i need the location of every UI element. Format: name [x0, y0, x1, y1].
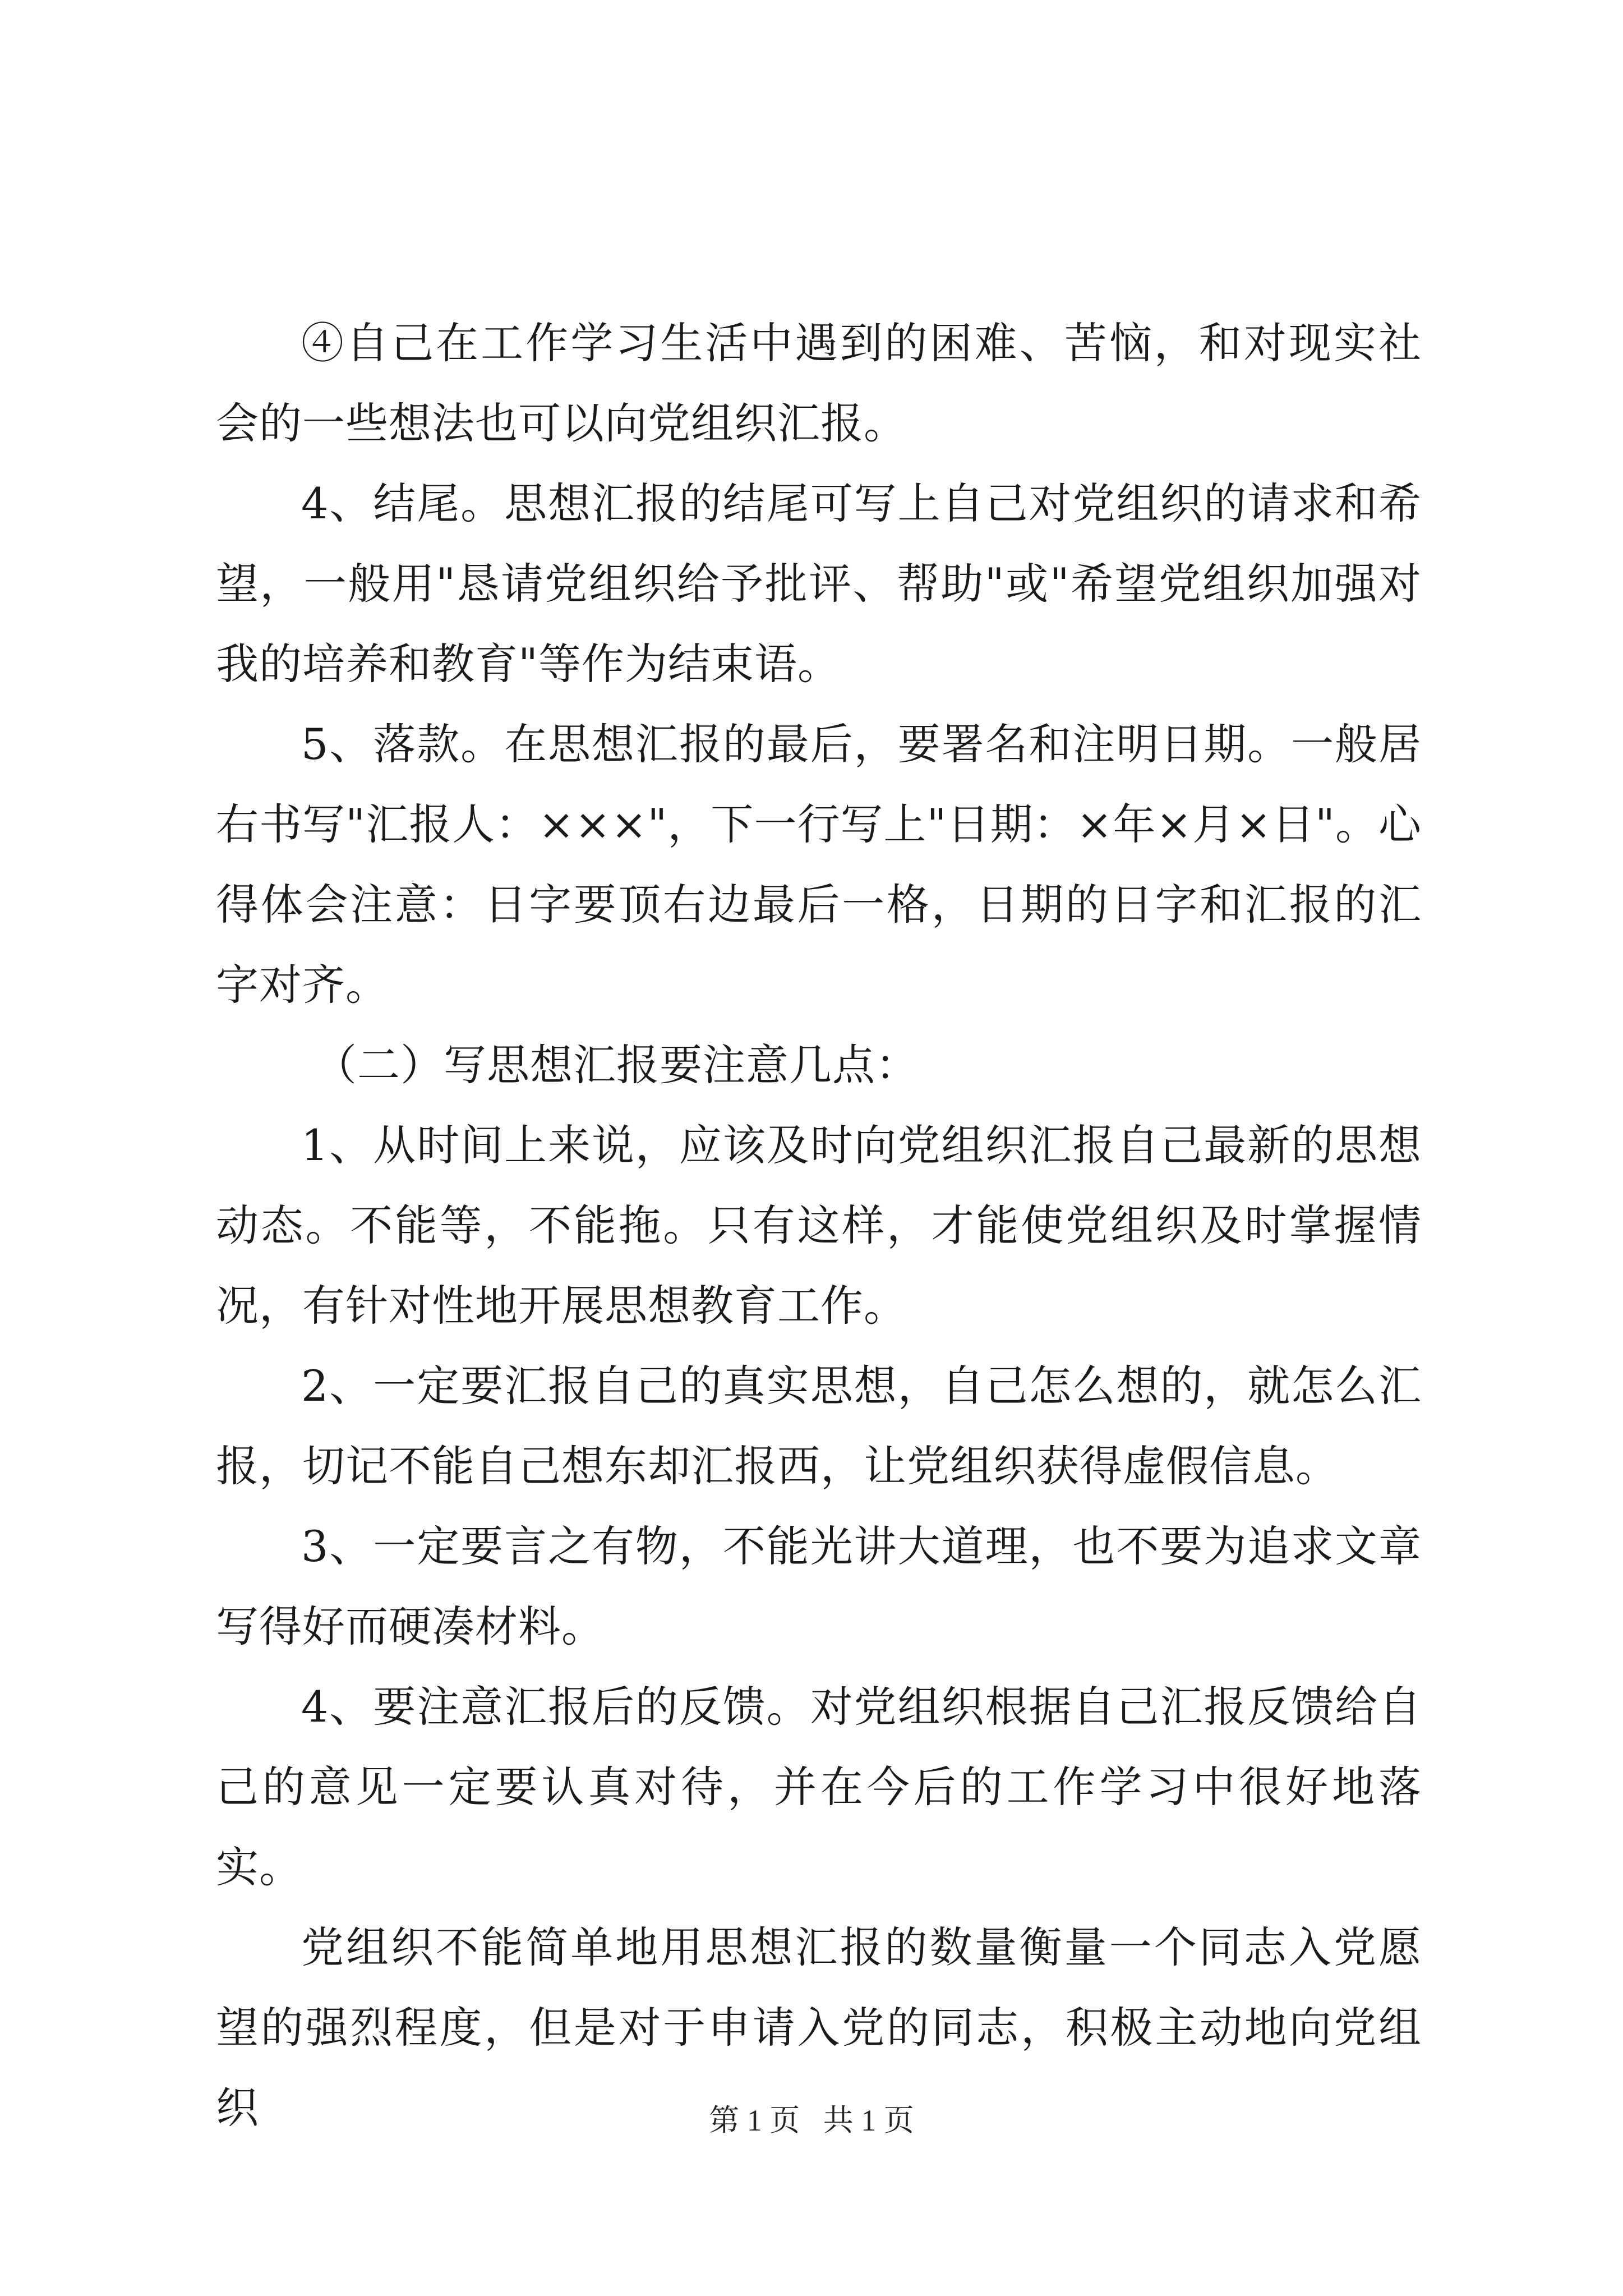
paragraph-note-3: 3、一定要言之有物，不能光讲大道理，也不要为追求文章写得好而硬凑材料。 [216, 1521, 1422, 1651]
section-heading-notes: （二）写思想汇报要注意几点： [314, 1040, 919, 1090]
paragraph-note-1: 1、从时间上来说，应该及时向党组织汇报自己最新的思想动态。不能等，不能拖。只有这样，才能使党组织及时掌握情况，有针对性地开展思想教育工作。 [216, 1120, 1422, 1331]
paragraph-closing: 党组织不能简单地用思想汇报的数量衡量一个同志入党愿望的强烈程度，但是对于申请入党的同志，积极主动地向党组织 [216, 1922, 1422, 2133]
page-footer [0, 2101, 1623, 2140]
paragraph-ending: 4、结尾。思想汇报的结尾可写上自己对党组织的请求和希望，一般用"恳请党组织给予批评、帮助"或"希望党组织加强对我的培养和教育"等作为结束语。 [216, 478, 1422, 689]
paragraph-item-4-note: ④自己在工作学习生活中遇到的困难、苦恼，和对现实社会的一些想法也可以向党组织汇报。 [216, 318, 1422, 448]
paragraph-note-4: 4、要注意汇报后的反馈。对党组织根据自己汇报反馈给自己的意见一定要认真对待，并在今后的工作学习中很好地落实。 [216, 1682, 1422, 1892]
page-number: 第 1 页 [709, 2104, 800, 2137]
paragraph-note-2: 2、一定要汇报自己的真实思想，自己怎么想的，就怎么汇报，切记不能自己想东却汇报西，让党组织获得虚假信息。 [216, 1361, 1422, 1491]
page-total: 共 1 页 [823, 2104, 914, 2137]
document-body [216, 303, 1422, 2148]
paragraph-signature: 5、落款。在思想汇报的最后，要署名和注明日期。一般居右书写"汇报人：×××"，下一行写上"日期：×年×月×日"。心得体会注意：日字要顶右边最后一格，日期的日字和汇报的汇字对齐。 [216, 719, 1422, 1010]
